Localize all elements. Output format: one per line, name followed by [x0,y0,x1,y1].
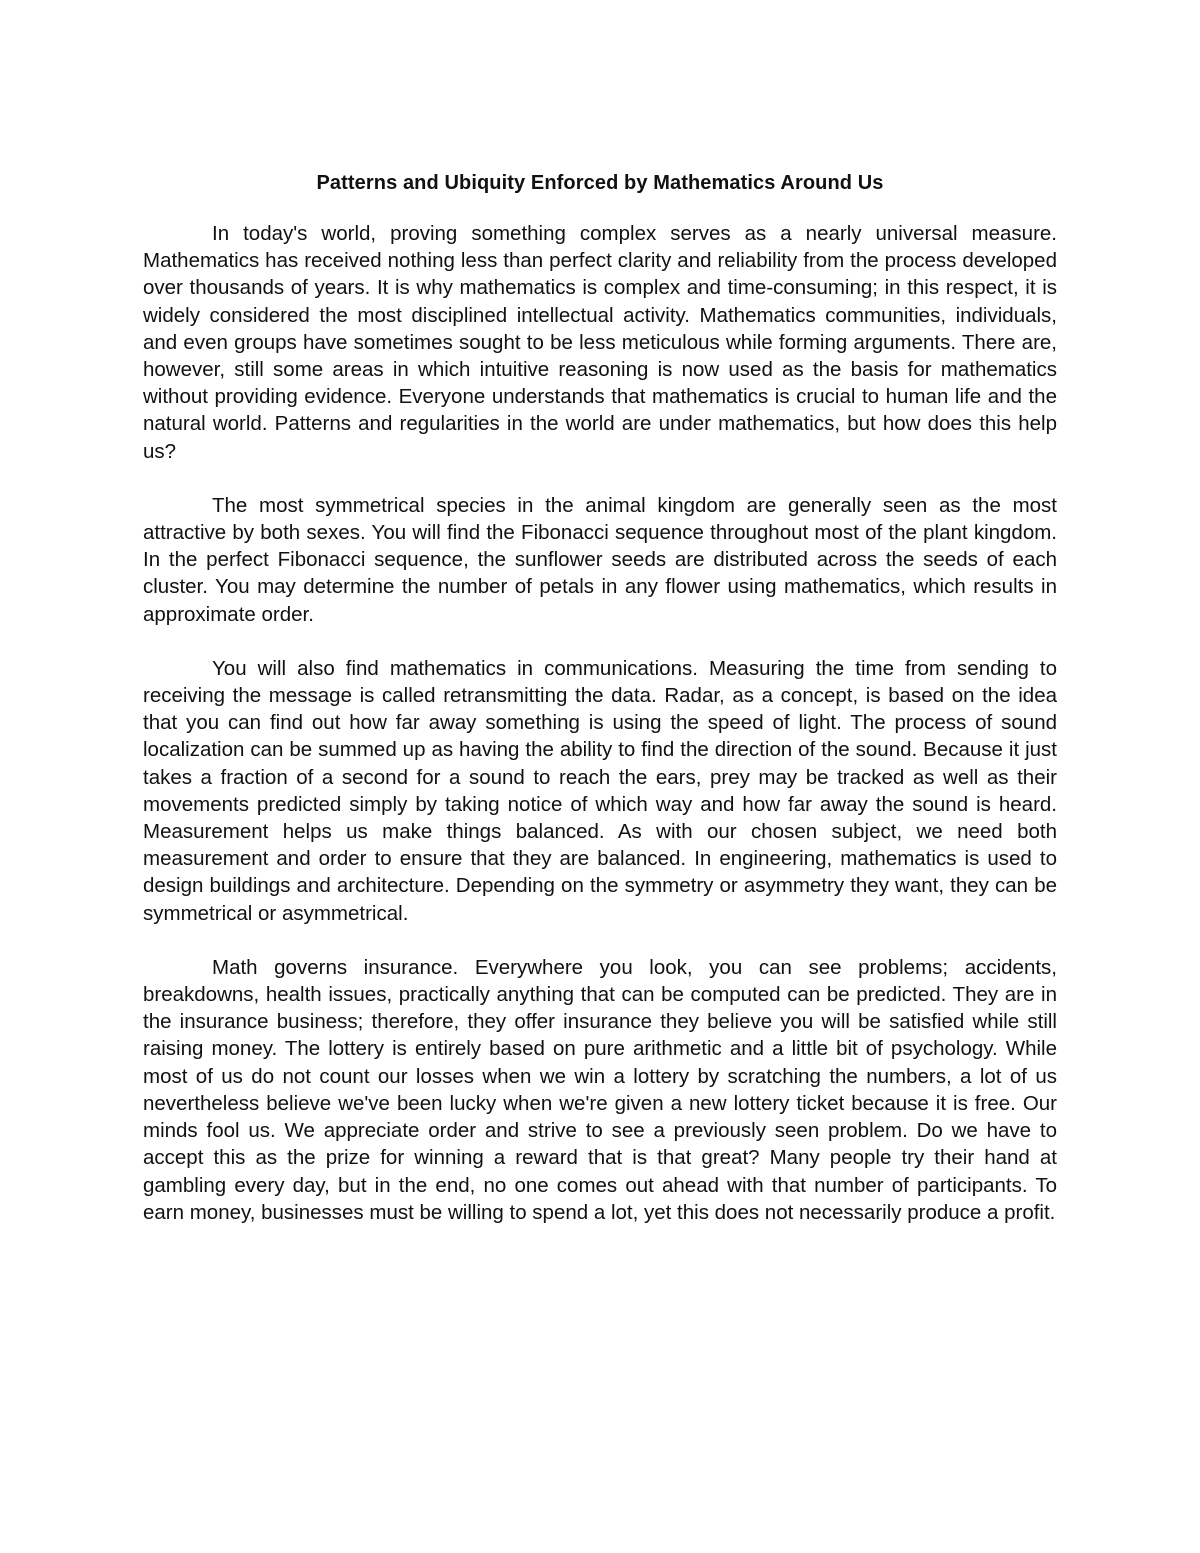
paragraph-communications: You will also find mathematics in communications. Measuring the time from sending to receiving the message is called retransmitting the data. Radar, as a concept, is based on the idea that you can find out how far away something is using the speed of light. The process of sound localization can be summed up as having the ability to find the direction of the sound. Because it just takes a fraction of a second for a sound to reach the ears, prey may be tracked as well as their movements predicted simply by taking notice of which way and how far away the sound is heard. Measurement helps us make things balanced. As with our chosen subject, we need both measurement and order to ensure that they are balanced. In engineering, mathematics is used to design buildings and architecture. Depending on the symmetry or asymmetry they want, they can be symmetrical or asymmetrical. [143,656,1057,925]
paragraph-intro: In today's world, proving something complex serves as a nearly universal measure. Mathematics has received nothing less than perfect clarity and reliability from the process developed over thousands of years. It is why mathematics is complex and time-consuming; in this respect, it is widely considered the most disciplined intellectual activity. Mathematics communities, individuals, and even groups have sometimes sought to be less meticulous while forming arguments. There are, however, still some areas in which intuitive reasoning is now used as the basis for mathematics without providing evidence. Everyone understands that mathematics is crucial to human life and the natural world. Patterns and regularities in the world are under mathematics, but how does this help us? [143,222,1057,463]
document-title: Patterns and Ubiquity Enforced by Mathematics Around Us [316,172,884,194]
document-page [143,170,1057,1253]
paragraph-insurance: Math governs insurance. Everywhere you look, you can see problems; accidents, breakdowns, health issues, practically anything that can be computed can be predicted. They are in the insurance business; therefore, they offer insurance they believe you will be satisfied while still raising money. The lottery is entirely based on pure arithmetic and a little bit of psychology. While most of us do not count our losses when we win a lottery by scratching the numbers, a lot of us nevertheless believe we've been lucky when we're given a new lottery ticket because it is free. Our minds fool us. We appreciate order and strive to see a previously seen problem. Do we have to accept this as the prize for winning a reward that is that great? Many people try their hand at gambling every day, but in the end, no one comes out ahead with that number of participants. To earn money, businesses must be willing to spend a lot, yet this does not necessarily produce a profit. [143,955,1057,1224]
paragraph-nature: The most symmetrical species in the animal kingdom are generally seen as the most attractive by both sexes. You will find the Fibonacci sequence throughout most of the plant kingdom. In the perfect Fibonacci sequence, the sunflower seeds are distributed across the seeds of each cluster. You may determine the number of petals in any flower using mathematics, which results in approximate order. [143,493,1057,626]
